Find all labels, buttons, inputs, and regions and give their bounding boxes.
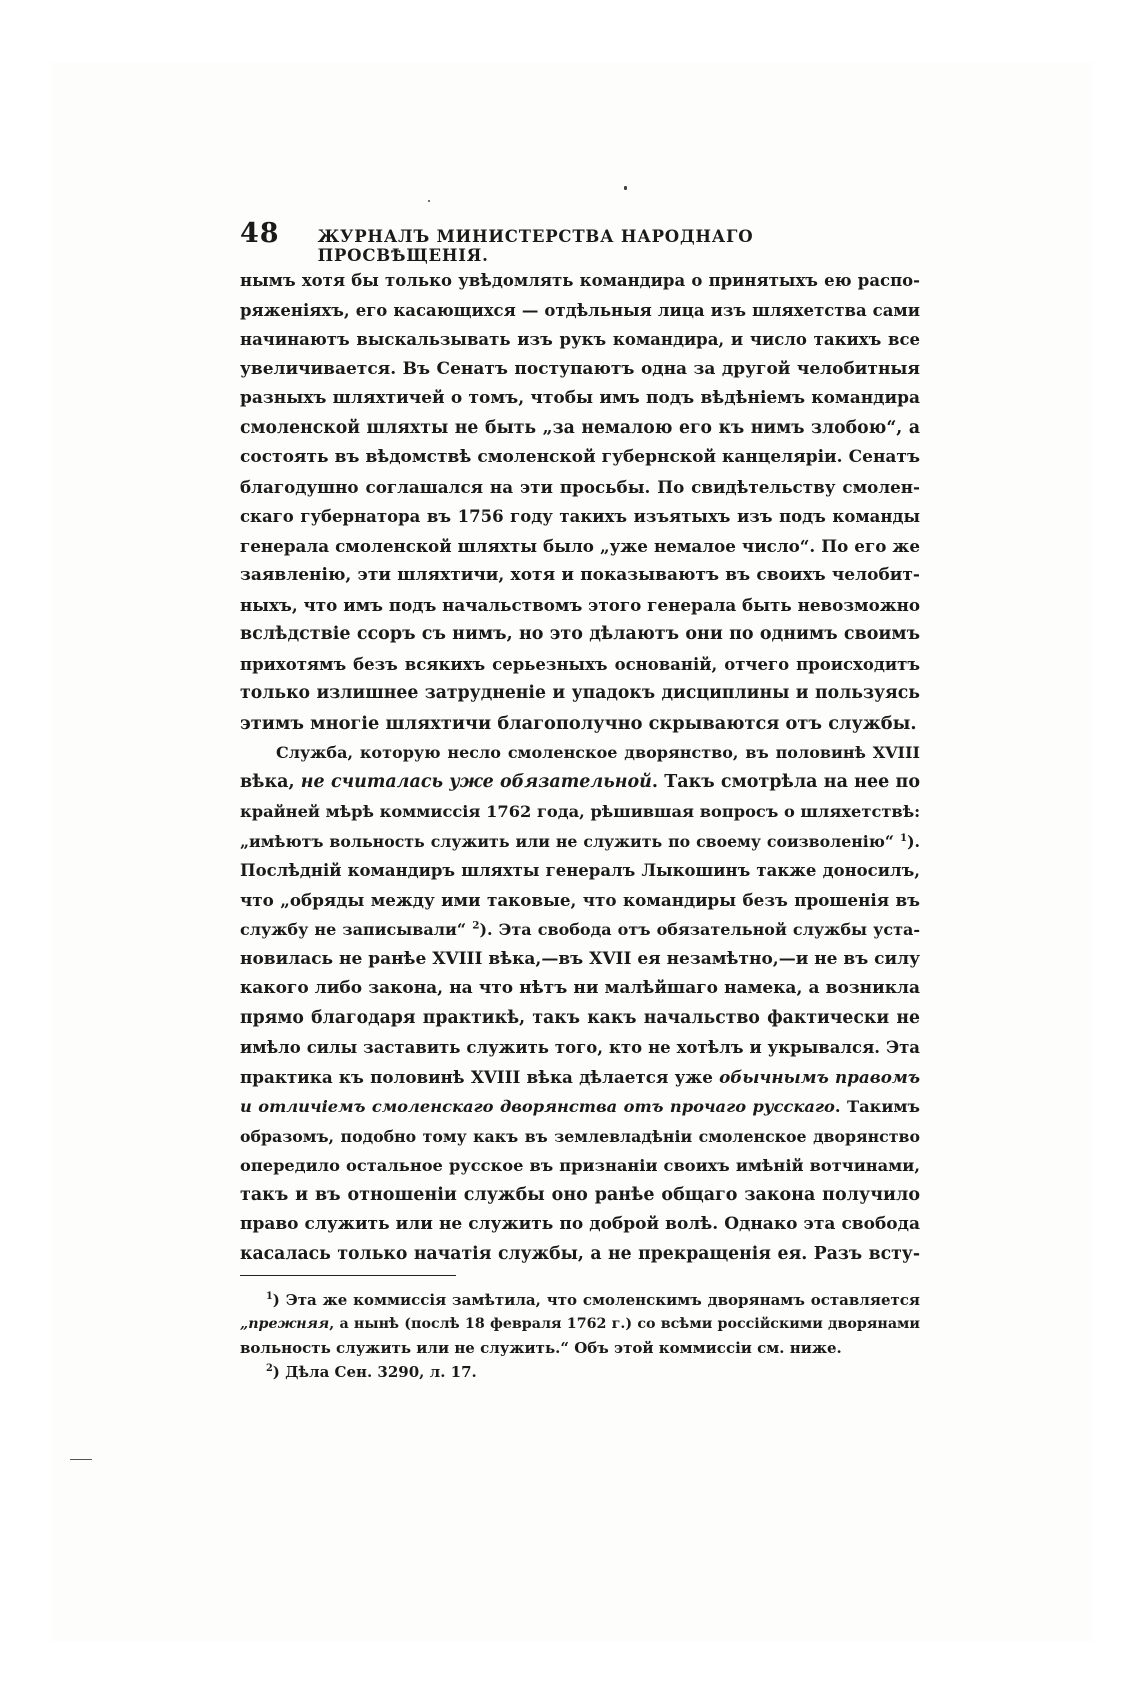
running-header	[240, 218, 920, 265]
text-line: заявленію, эти шляхтичи, хотя и показываютъ въ своихъ челобит-	[240, 565, 920, 585]
text-line: новилась не ранѣе XVIII вѣка,—въ XVII ея незамѣтно,—и не въ силу	[240, 948, 920, 969]
scan-speck	[624, 186, 627, 190]
text-line: скаго губернатора въ 1756 году такихъ изъятыхъ изъ подъ команды	[240, 507, 920, 526]
text-line: начинаютъ выскальзывать изъ рукъ командира, и число такихъ все	[240, 330, 920, 349]
footnote-1-line	[240, 1312, 920, 1336]
text-line: опередило остальное русское въ признаніи своихъ имѣній вотчинами,	[240, 1156, 920, 1175]
text-line: что „обряды между ими таковые, что командиры безъ прошенія въ	[240, 889, 920, 910]
text-line: ряженіяхъ, его касающихся — отдѣльныя лица изъ шляхетства сами	[240, 300, 920, 320]
text-line: право служить или не служить по доброй волѣ. Однако эта свобода	[240, 1214, 920, 1234]
text-line: только излишнее затрудненіе и упадокъ дисциплины и пользуясь	[240, 683, 920, 703]
text-line	[240, 827, 920, 857]
margin-mark	[70, 1459, 92, 1460]
footnote-marker: 2	[266, 1363, 273, 1374]
text-run: службу не записывали“	[240, 920, 473, 939]
text-line: такъ и въ отношеніи службы оно ранѣе общаго закона получило	[240, 1184, 920, 1205]
text-line	[240, 1092, 920, 1122]
footnotes	[240, 1288, 920, 1384]
body-text	[240, 266, 920, 1269]
text-line: образомъ, подобно тому какъ въ землевладѣніи смоленское дворянство	[240, 1126, 920, 1146]
text-line: благодушно соглашался на эти просьбы. По свидѣтельству смолен-	[240, 476, 920, 497]
text-run: . Такъ смотрѣла на нее по	[651, 771, 920, 792]
paragraph-1	[240, 266, 920, 738]
text-line	[240, 915, 920, 945]
text-run: вѣка,	[240, 771, 301, 792]
text-line: вслѣдствіе ссоръ съ нимъ, но это дѣлаютъ они по однимъ своимъ	[240, 624, 920, 644]
footnote-ref: 1	[899, 831, 908, 844]
page-number: 48	[240, 218, 280, 249]
text-run: „имѣютъ вольность служить или не служить по своему соизволенію“	[240, 831, 900, 851]
text-line: крайней мѣрѣ коммиссія 1762 года, рѣшившая вопросъ о шляхетствѣ:	[240, 802, 921, 821]
italic-emphasis: обычнымъ правомъ	[719, 1066, 920, 1087]
text-line: Служба, которую несло смоленское дворянство, въ половинѣ XVIII	[276, 743, 920, 762]
text-line: прямо благодаря практикѣ, такъ какъ начальство фактически не	[240, 1007, 920, 1028]
text-run: ) Дѣла Сен. 3290, л. 17.	[272, 1363, 477, 1381]
text-run: . Такимъ	[834, 1097, 920, 1116]
text-line: этимъ многіе шляхтичи благополучно скрываются отъ службы.	[240, 712, 917, 734]
text-line: ныхъ, что имъ подъ начальствомъ этого генерала быть невозможно	[240, 594, 921, 615]
text-line	[240, 1063, 920, 1093]
running-title: ЖУРНАЛЪ МИНИСТЕРСТВА НАРОДНАГО ПРОСВѢЩЕНІЯ.	[317, 227, 754, 265]
text-line: Послѣдній командиръ шляхты генералъ Лыкошинъ также доносилъ,	[240, 861, 920, 880]
italic-emphasis: не считалась уже обязательной	[300, 771, 652, 792]
scan-speck	[428, 200, 430, 202]
paragraph-2	[240, 738, 920, 1269]
italic-emphasis: „прежняя	[240, 1316, 330, 1332]
text-run: ).	[907, 831, 920, 851]
text-line: смоленской шляхты не быть „за немалою его къ нимъ злобою“, а	[240, 417, 920, 438]
text-line: разныхъ шляхтичей о томъ, чтобы имъ подъ вѣдѣніемъ командира	[240, 388, 920, 408]
text-line: прихотямъ безъ всякихъ серьезныхъ основаній, отчего происходитъ	[240, 654, 920, 674]
footnote-1-line	[240, 1288, 920, 1312]
text-line: увеличивается. Въ Сенатъ поступаютъ одна за другой челобитныя	[240, 358, 920, 379]
text-line: состоять въ вѣдомствѣ смоленской губернской канцеляріи. Сенатъ	[240, 447, 920, 467]
text-line: какого либо закона, на что нѣтъ ни малѣйшаго намека, а возникла	[240, 978, 920, 998]
text-run: практика къ половинѣ XVIII вѣка дѣлается уже	[240, 1066, 720, 1087]
text-line: имѣло силы заставить служить того, кто не хотѣлъ и укрывался. Эта	[240, 1038, 920, 1057]
text-run: , а нынѣ (послѣ 18 февраля 1762 г.) со всѣми россійскими дворянами	[329, 1316, 920, 1332]
footnote-2-line	[240, 1360, 920, 1384]
footnote-divider	[240, 1275, 456, 1276]
text-run: ). Эта свобода отъ обязательной службы уста-	[479, 920, 920, 939]
text-line: генерала смоленской шляхты было „уже немалое число“. По его же	[240, 535, 920, 556]
footnote-1-line: вольность служить или не служить.“ Объ этой коммиссіи см. ниже.	[240, 1339, 842, 1357]
footnote-ref: 2	[472, 919, 480, 932]
footnote-marker: 1	[266, 1291, 273, 1302]
text-line	[240, 768, 920, 798]
italic-emphasis: и отличіемъ смоленскаго дворянства отъ прочаго русскаго	[240, 1097, 835, 1116]
text-run: ) Эта же коммиссія замѣтила, что смоленскимъ дворянамъ оставляется	[272, 1291, 920, 1309]
text-line: нымъ хотя бы только увѣдомлять командира о принятыхъ ею распо-	[240, 271, 920, 290]
text-line: касалась только начатія службы, а не прекращенія ея. Разъ всту-	[240, 1243, 920, 1264]
